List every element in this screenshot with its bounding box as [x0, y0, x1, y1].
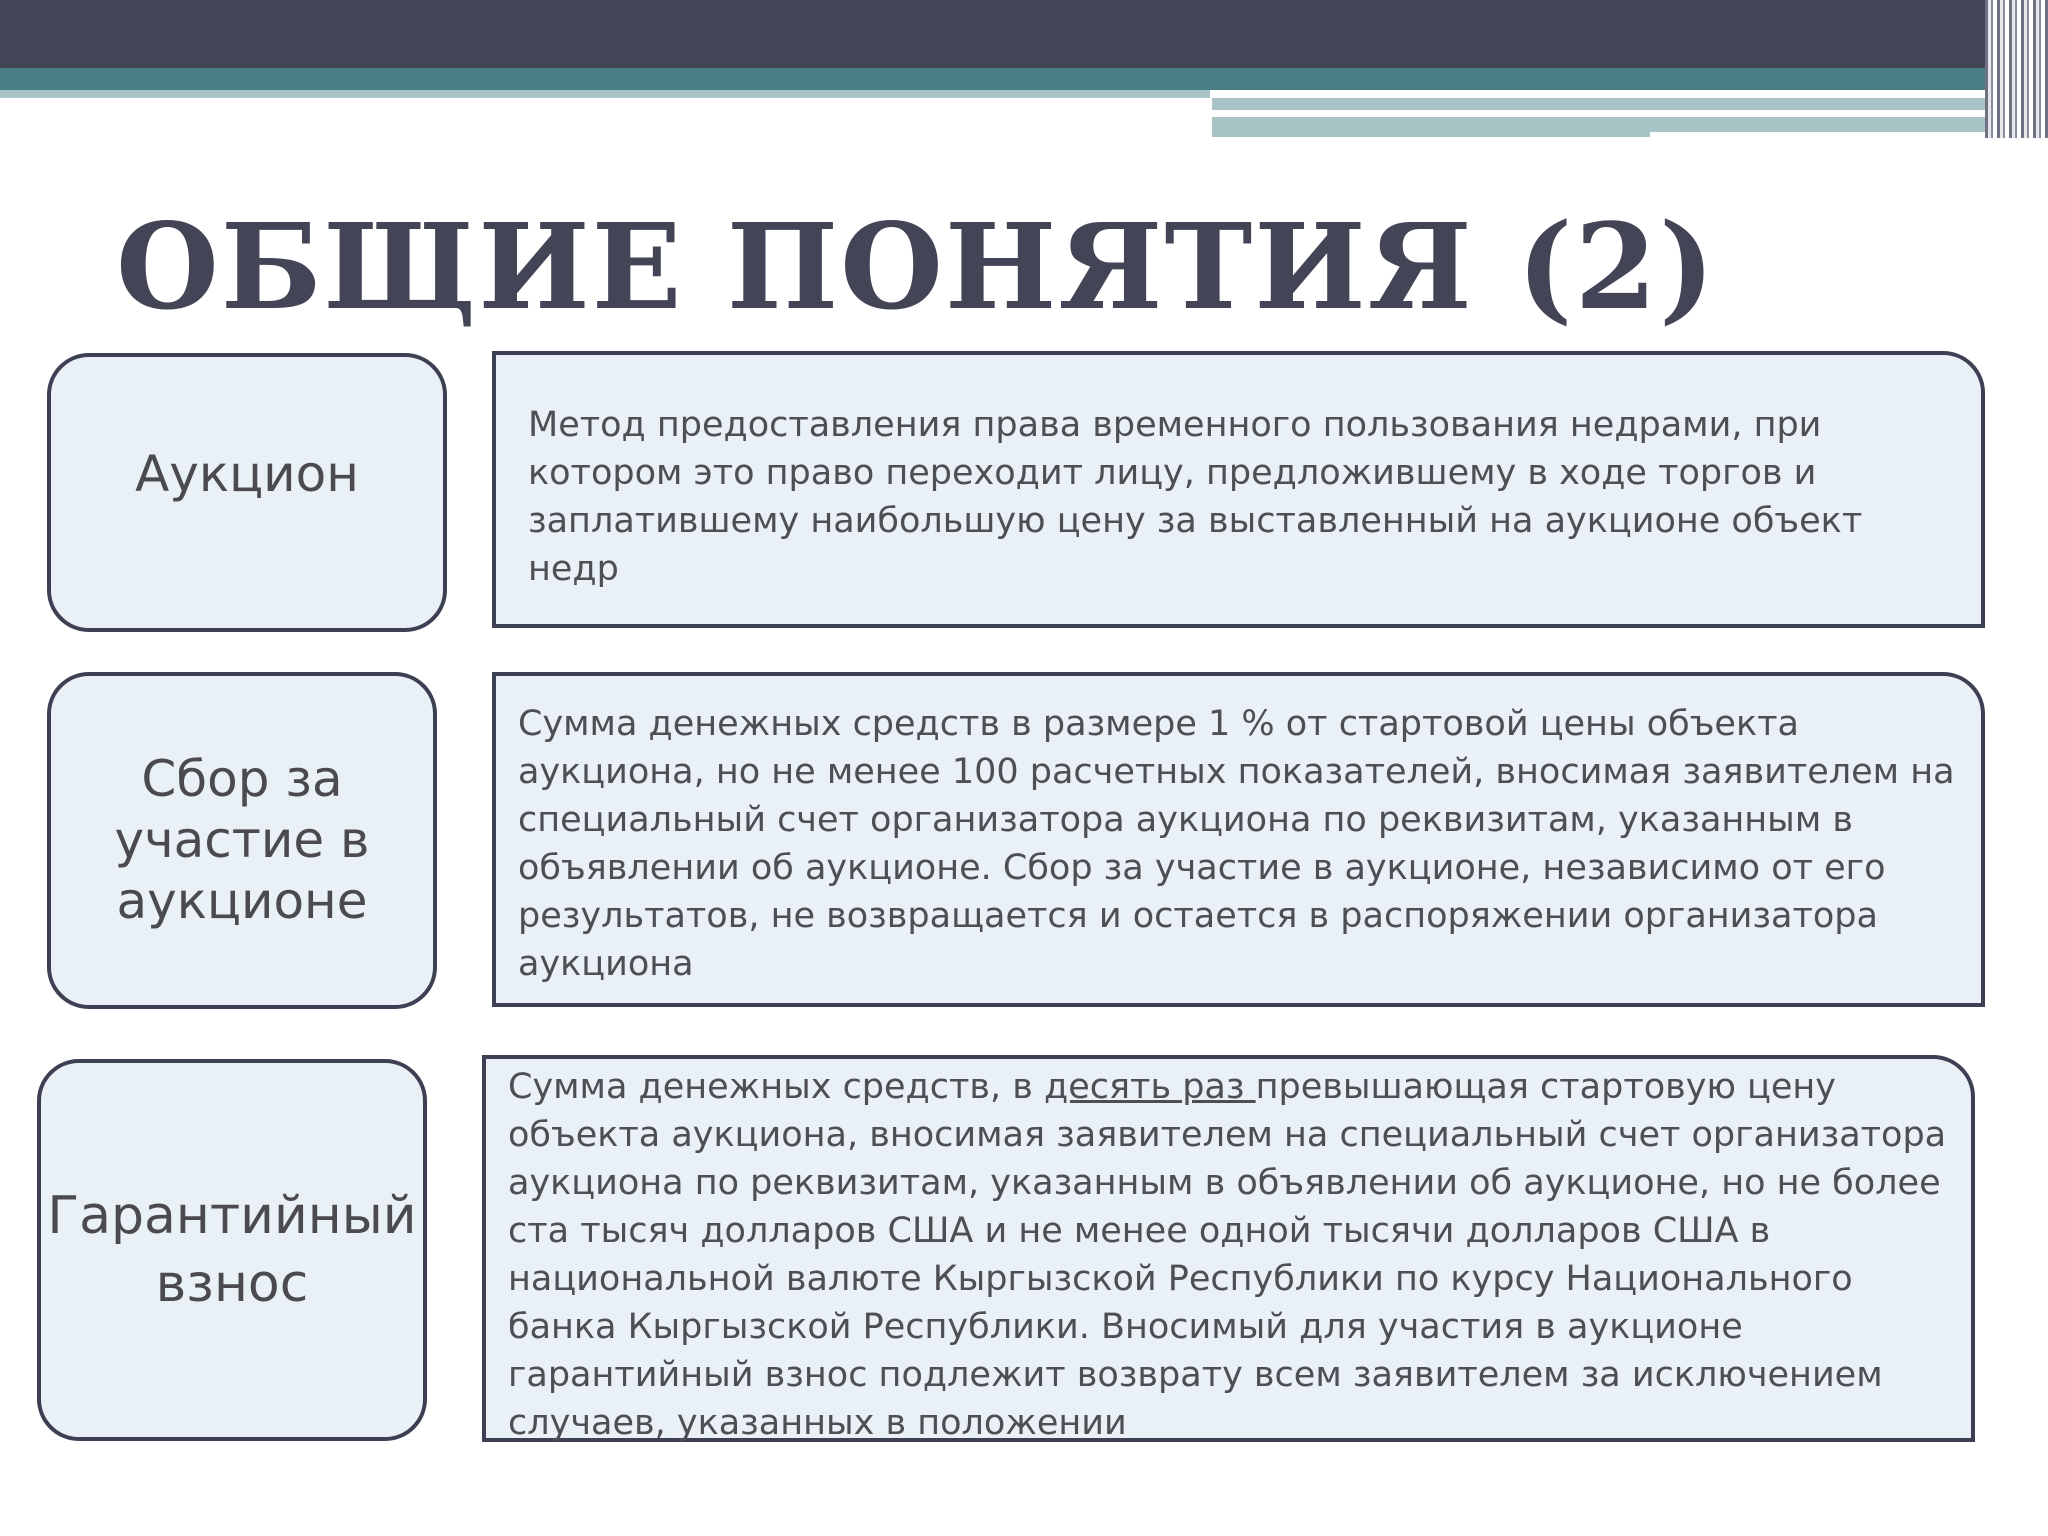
header-band-white-gap [1650, 132, 2000, 140]
header-band-light [0, 90, 1210, 98]
header-band-teal [0, 68, 2000, 90]
definition-box-guarantee-deposit [482, 1055, 1975, 1442]
definition-text-underlined: десять раз [1044, 1067, 1256, 1107]
definition-text-after: превышающая стартовую цену объекта аукциона, вносимая заявителем на специальный счет организатора аукциона по реквизитам, указанным в объявлении об аукционе, но не более ста тысяч долларов США и не менее одной тысячи долларов США в национальной валюте Кыргызской Республики по курсу Национального банка Кыргызской Республики. Вносимый для участия в аукционе гарантийный взнос подлежит возврату всем заявителем за исключением случаев, указанных в положении [508, 1067, 1947, 1443]
definition-text [508, 1063, 1971, 1447]
header-stripe-decoration [1985, 0, 2048, 138]
definition-text: Сумма денежных средств в размере 1 % от стартовой цены объекта аукциона, но не менее 100 расчетных показателей, вносимая заявителем на специальный счет организатора аукциона по реквизитам, указанным в объявлении об аукционе. Сбор за участие в аукционе, независимо от его результатов, не возвращается и остается в распоряжении организатора аукциона [518, 704, 1955, 984]
term-box-guarantee-deposit [37, 1059, 427, 1441]
term-label: Гарантийный взнос [47, 1186, 417, 1314]
header-band-light-right [1212, 98, 2000, 110]
definition-box-auction [492, 351, 1985, 628]
term-label: Сбор за участие в аукционе [114, 750, 370, 930]
header-band-dark [0, 0, 2000, 68]
term-box-auction [47, 353, 447, 632]
definition-text-before: Сумма денежных средств, в [508, 1067, 1045, 1107]
header-band-white-line [1212, 110, 1896, 115]
definition-box-participation-fee [492, 672, 1985, 1007]
slide-title: ОБЩИЕ ПОНЯТИЯ (2) [116, 197, 1717, 336]
definition-text: Метод предоставления права временного пользования недрами, при котором это право переходит лицу, предложившему в ходе торгов и заплатившему наибольшую цену за выставленный на аукционе объект недр [528, 405, 1863, 589]
term-label: Аукцион [135, 444, 359, 503]
term-box-participation-fee [47, 672, 437, 1009]
